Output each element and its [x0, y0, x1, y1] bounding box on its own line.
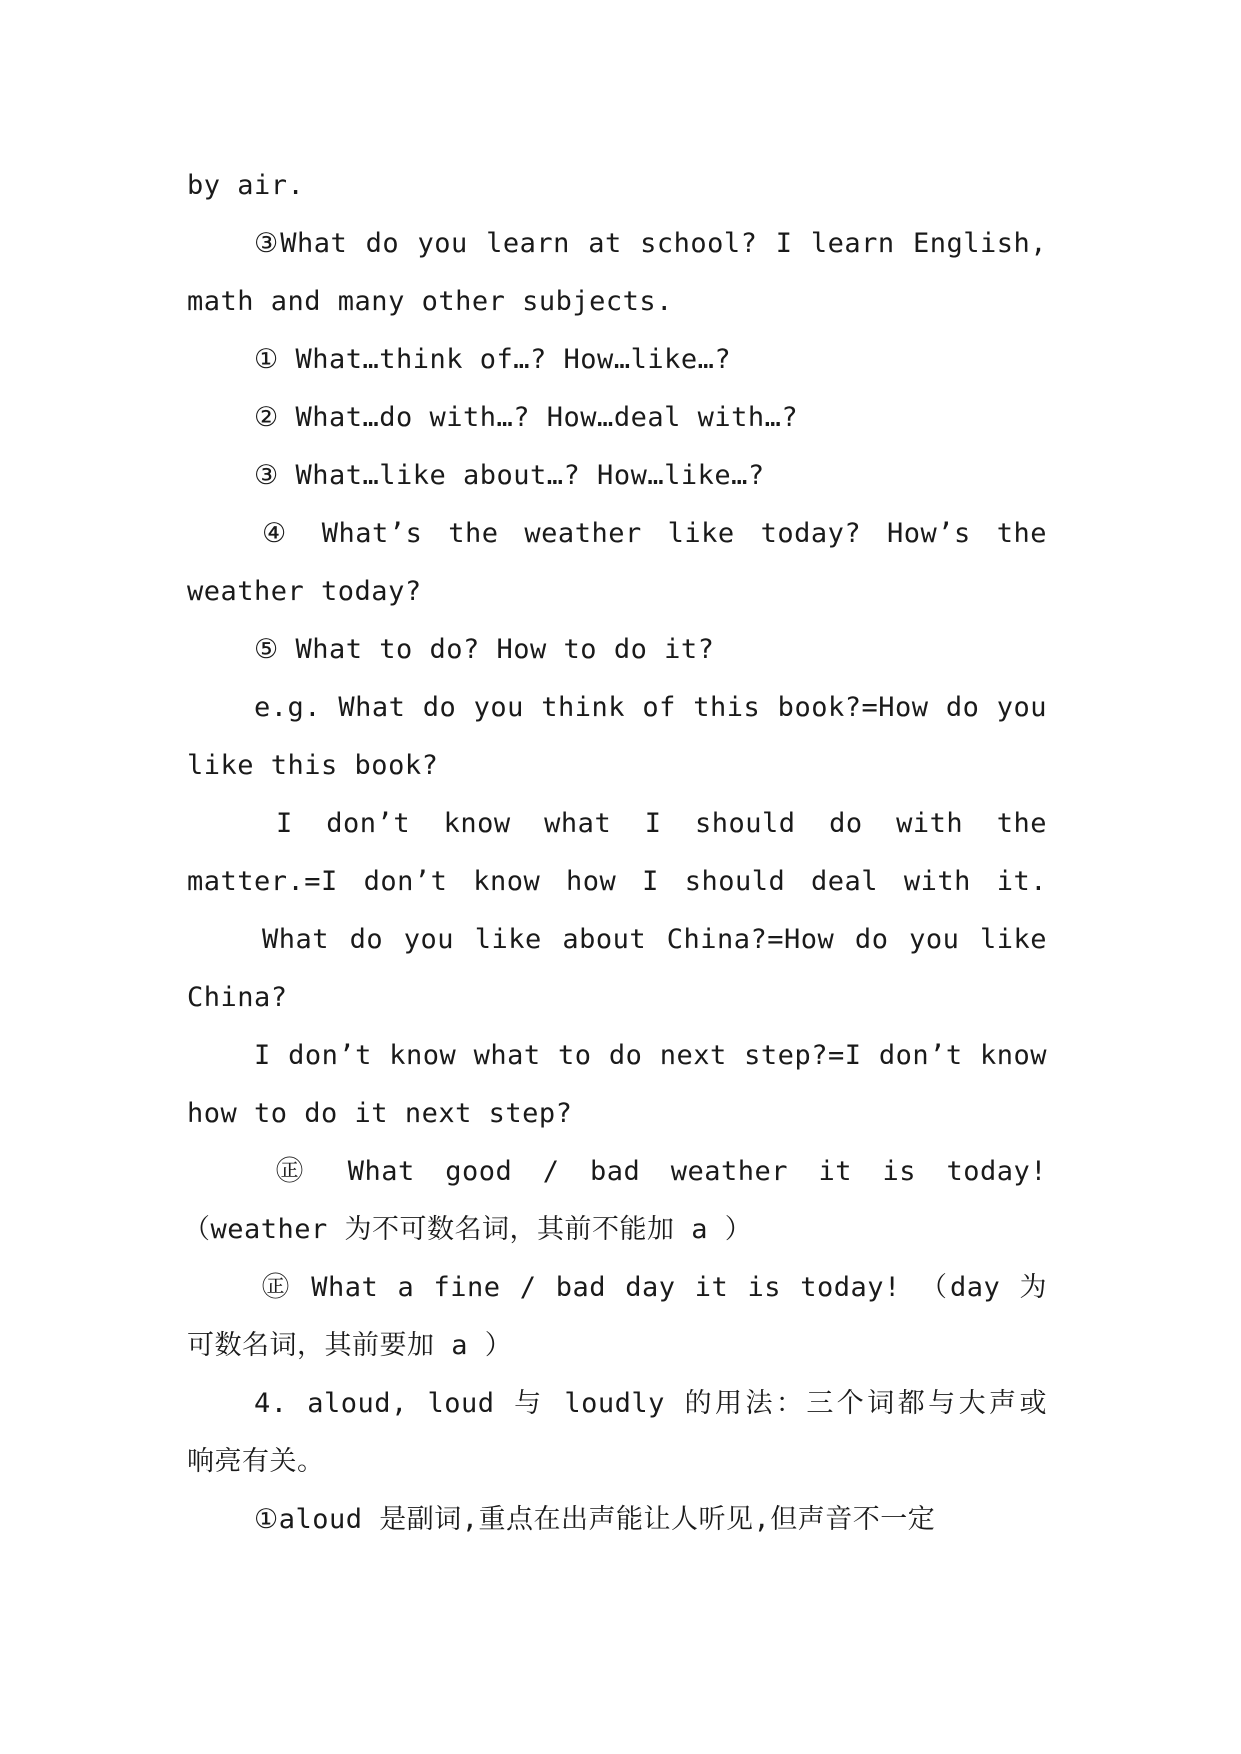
- text-line: 响亮有关。: [187, 1446, 325, 1477]
- text-line: how to do it next step?: [187, 1098, 573, 1129]
- text-line: （weather 为不可数名词，其前不能加 a ）: [183, 1214, 753, 1245]
- text-line: 可数名词，其前要加 a ）: [187, 1330, 513, 1361]
- text-line: ③ What…like about…? How…like…?: [254, 460, 765, 491]
- text-line: I don’t know what I should do with the: [276, 808, 1047, 839]
- text-line: I don’t know what to do next step?=I don’t know: [254, 1040, 1047, 1071]
- text-line: China?: [187, 982, 288, 1013]
- text-line: ⑤ What to do? How to do it?: [254, 634, 715, 665]
- text-line: matter.=I don’t know how I should deal with it.: [187, 866, 1047, 897]
- text-line: ④ What’s the weather like today? How’s the: [262, 518, 1047, 549]
- text-line: ③What do you learn at school? I learn English,: [254, 228, 1047, 259]
- text-line: ① What…think of…? How…like…?: [254, 344, 732, 375]
- text-line: 4. aloud, loud 与 loudly 的用法：三个词都与大声或: [254, 1388, 1047, 1419]
- text-line: ② What…do with…? How…deal with…?: [254, 402, 799, 433]
- text-line: like this book?: [187, 750, 439, 781]
- text-line: What do you like about China?=How do you like: [262, 924, 1047, 955]
- text-line: e.g. What do you think of this book?=How do you: [254, 692, 1047, 723]
- text-line: math and many other subjects.: [187, 286, 673, 317]
- text-line: by air.: [187, 170, 305, 201]
- text-line: weather today?: [187, 576, 422, 607]
- text-line: ①aloud 是副词,重点在出声能让人听见,但声音不一定: [254, 1504, 936, 1535]
- text-line: ㊣ What a fine / bad day it is today! （day 为: [262, 1272, 1047, 1303]
- text-line: ㊣ What good / bad weather it is today!: [276, 1156, 1047, 1187]
